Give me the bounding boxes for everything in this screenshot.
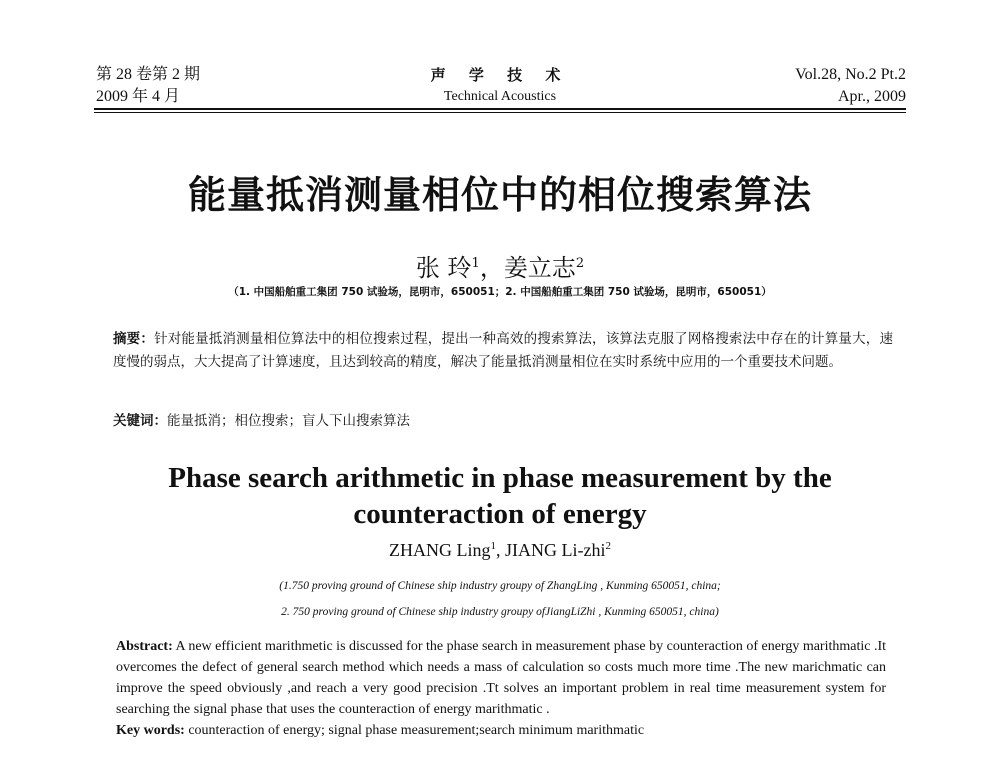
date-cn: 2009 年 4 月 <box>96 88 181 105</box>
author1-en-sup: 1 <box>490 540 496 552</box>
english-abstract-text: A new efficient marithmetic is discussed for the phase search in measurement phase by counteraction of energy marithmatic .It overcomes the defect of general search method which needs a mass of calculation so costs much more time .The new marichmatic can improve the speed obviously ,and reach a very good precision .Tt solves an important problem in real time measurement system for searching the signal phase that uses the counteraction of energy marithmatic . <box>116 639 887 717</box>
chinese-keywords-label: 关键词： <box>113 413 167 429</box>
journal-name-en: Technical Acoustics <box>443 89 557 104</box>
author2-en: JIANG Li-zhi <box>505 540 606 560</box>
english-title-line1: Phase search arithmetic in phase measurement by the <box>168 462 832 494</box>
english-affiliation-1: (1.750 proving ground of Chinese ship industry groupy of ZhangLing , Kunming 650051, china; <box>279 580 721 592</box>
english-abstract <box>116 636 886 720</box>
author1-cn: 张 玲 <box>415 254 472 282</box>
author-separator-cn: ， <box>479 254 504 282</box>
english-abstract-label: Abstract: <box>116 639 173 654</box>
author2-en-sup: 2 <box>605 540 611 552</box>
volume-en: Vol.28, No.2 Pt.2 <box>795 66 906 83</box>
english-title-line2: counteraction of energy <box>353 498 647 530</box>
date-en: Apr., 2009 <box>838 88 906 105</box>
english-keywords <box>116 720 886 741</box>
author2-cn: 姜立志 <box>503 254 576 282</box>
chinese-abstract-text: 针对能量抵消测量相位算法中的相位搜索过程，提出一种高效的搜索算法，该算法克服了网格搜索法中存在的计算量大，速度慢的弱点，大大提高了计算速度，且达到较高的精度，解决了能量抵消测量相位在实时系统中应用的一个重要技术问题。 <box>113 331 893 370</box>
volume-cn: 第 28 卷第 2 期 <box>96 66 201 83</box>
chinese-keywords-text: 能量抵消；相位搜索；盲人下山搜索算法 <box>167 413 410 429</box>
author1-en: ZHANG Ling <box>389 540 491 560</box>
author1-cn-sup: 1 <box>471 256 480 271</box>
header-rule-thick <box>94 108 906 110</box>
journal-name-cn: 声 学 技 术 <box>430 66 570 84</box>
chinese-authors <box>0 248 1000 283</box>
author-separator-en: , <box>496 540 505 560</box>
chinese-keywords <box>113 410 893 433</box>
header-rule-thin <box>94 112 906 113</box>
chinese-title: 能量抵消测量相位中的相位搜索算法 <box>187 173 812 217</box>
header-right <box>795 64 906 108</box>
chinese-affiliation: （1. 中国船舶重工集团 750 试验场，昆明市，650051；2. 中国船舶重工集团 750 试验场，昆明市，650051） <box>228 286 772 298</box>
chinese-abstract-label: 摘要： <box>113 331 155 347</box>
english-affiliation-2: 2. 750 proving ground of Chinese ship industry groupy ofJiangLiZhi , Kunming 650051, china) <box>281 606 719 618</box>
english-keywords-label: Key words: <box>116 723 185 738</box>
english-keywords-text: counteraction of energy; signal phase measurement;search minimum marithmatic <box>184 723 645 738</box>
author2-cn-sup: 2 <box>575 256 585 271</box>
english-authors <box>0 540 1000 561</box>
chinese-abstract <box>113 328 893 374</box>
english-title <box>0 460 1000 532</box>
